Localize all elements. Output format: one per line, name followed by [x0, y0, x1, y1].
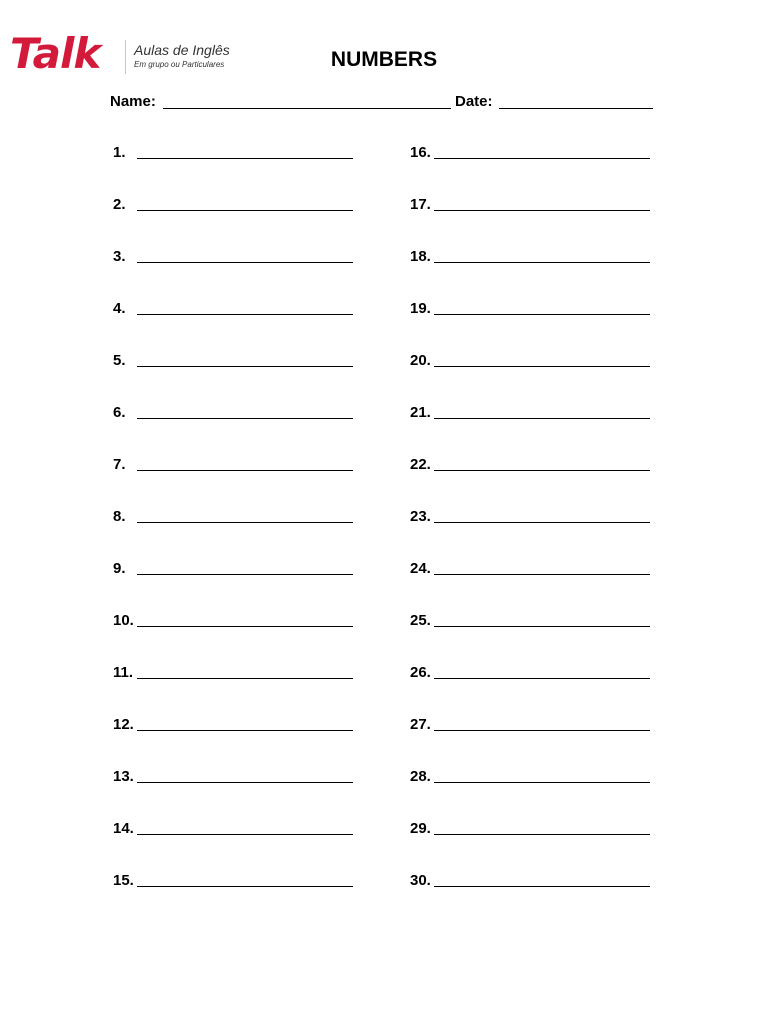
answer-blank[interactable]: [434, 834, 650, 835]
answer-item: [113, 611, 363, 663]
answer-blank[interactable]: [434, 886, 650, 887]
item-number: 14.: [113, 820, 134, 837]
item-number: 6.: [113, 404, 126, 421]
item-number: 7.: [113, 456, 126, 473]
item-number: 17.: [410, 196, 431, 213]
item-number: 19.: [410, 300, 431, 317]
answer-blank[interactable]: [434, 678, 650, 679]
item-number: 24.: [410, 560, 431, 577]
item-number: 16.: [410, 144, 431, 161]
answer-item: [410, 871, 660, 923]
answer-item: [113, 195, 363, 247]
answer-blank[interactable]: [137, 522, 353, 523]
answer-item: [410, 247, 660, 299]
answer-blank[interactable]: [137, 470, 353, 471]
item-number: 29.: [410, 820, 431, 837]
logo-tagline: Aulas de Inglês: [134, 42, 230, 58]
item-number: 23.: [410, 508, 431, 525]
item-number: 28.: [410, 768, 431, 785]
date-field[interactable]: [499, 108, 653, 109]
answer-item: [410, 819, 660, 871]
item-number: 8.: [113, 508, 126, 525]
answer-blank[interactable]: [434, 522, 650, 523]
answer-item: [113, 559, 363, 611]
brand-logo: [10, 30, 235, 78]
item-number: 15.: [113, 872, 134, 889]
answer-item: [113, 403, 363, 455]
logo-subtagline: Em grupo ou Particulares: [134, 60, 225, 69]
answer-blank[interactable]: [434, 366, 650, 367]
item-number: 18.: [410, 248, 431, 265]
item-number: 1.: [113, 144, 126, 161]
item-number: 5.: [113, 352, 126, 369]
answer-blank[interactable]: [137, 158, 353, 159]
answer-blank[interactable]: [137, 782, 353, 783]
item-number: 12.: [113, 716, 134, 733]
date-label: Date:: [455, 93, 493, 110]
answer-item: [113, 351, 363, 403]
answer-blank[interactable]: [137, 678, 353, 679]
item-number: 13.: [113, 768, 134, 785]
item-number: 21.: [410, 404, 431, 421]
item-number: 10.: [113, 612, 134, 629]
item-number: 27.: [410, 716, 431, 733]
answer-blank[interactable]: [434, 314, 650, 315]
answer-item: [113, 247, 363, 299]
answer-item: [113, 507, 363, 559]
item-number: 26.: [410, 664, 431, 681]
answer-blank[interactable]: [137, 366, 353, 367]
answer-blank[interactable]: [434, 470, 650, 471]
answer-item: [113, 871, 363, 923]
answer-item: [410, 507, 660, 559]
item-number: 30.: [410, 872, 431, 889]
item-number: 11.: [113, 664, 134, 681]
answer-blank[interactable]: [434, 158, 650, 159]
answer-item: [410, 767, 660, 819]
answer-item: [410, 403, 660, 455]
answer-item: [410, 663, 660, 715]
answer-item: [113, 663, 363, 715]
answer-item: [410, 559, 660, 611]
item-number: 20.: [410, 352, 431, 369]
answer-blank[interactable]: [137, 730, 353, 731]
answer-item: [410, 611, 660, 663]
answer-item: [113, 455, 363, 507]
answer-blank[interactable]: [434, 210, 650, 211]
item-number: 25.: [410, 612, 431, 629]
answer-blank[interactable]: [434, 626, 650, 627]
answer-item: [410, 195, 660, 247]
name-label: Name:: [110, 93, 156, 110]
answer-item: [410, 455, 660, 507]
item-number: 9.: [113, 560, 126, 577]
answer-blank[interactable]: [137, 262, 353, 263]
answer-item: [410, 143, 660, 195]
answer-blank[interactable]: [137, 626, 353, 627]
answer-blank[interactable]: [137, 834, 353, 835]
answer-item: [410, 715, 660, 767]
answer-column-left: [113, 143, 363, 923]
answer-blank[interactable]: [137, 886, 353, 887]
item-number: 22.: [410, 456, 431, 473]
answer-item: [410, 351, 660, 403]
answer-item: [113, 143, 363, 195]
answer-item: [410, 299, 660, 351]
answer-blank[interactable]: [137, 210, 353, 211]
answer-item: [113, 299, 363, 351]
answer-column-right: [410, 143, 660, 923]
answer-blank[interactable]: [434, 574, 650, 575]
item-number: 2.: [113, 196, 126, 213]
answer-blank[interactable]: [434, 730, 650, 731]
answer-blank[interactable]: [434, 262, 650, 263]
answer-blank[interactable]: [137, 574, 353, 575]
logo-divider: [125, 40, 126, 74]
answer-blank[interactable]: [434, 782, 650, 783]
header-fields: [110, 92, 670, 114]
answer-blank[interactable]: [137, 314, 353, 315]
item-number: 4.: [113, 300, 126, 317]
page-title: NUMBERS: [330, 48, 438, 71]
answer-item: [113, 819, 363, 871]
item-number: 3.: [113, 248, 126, 265]
answer-blank[interactable]: [434, 418, 650, 419]
name-field[interactable]: [163, 108, 451, 109]
answer-blank[interactable]: [137, 418, 353, 419]
answer-item: [113, 715, 363, 767]
logo-wordmark: Talk: [10, 29, 101, 78]
answer-item: [113, 767, 363, 819]
